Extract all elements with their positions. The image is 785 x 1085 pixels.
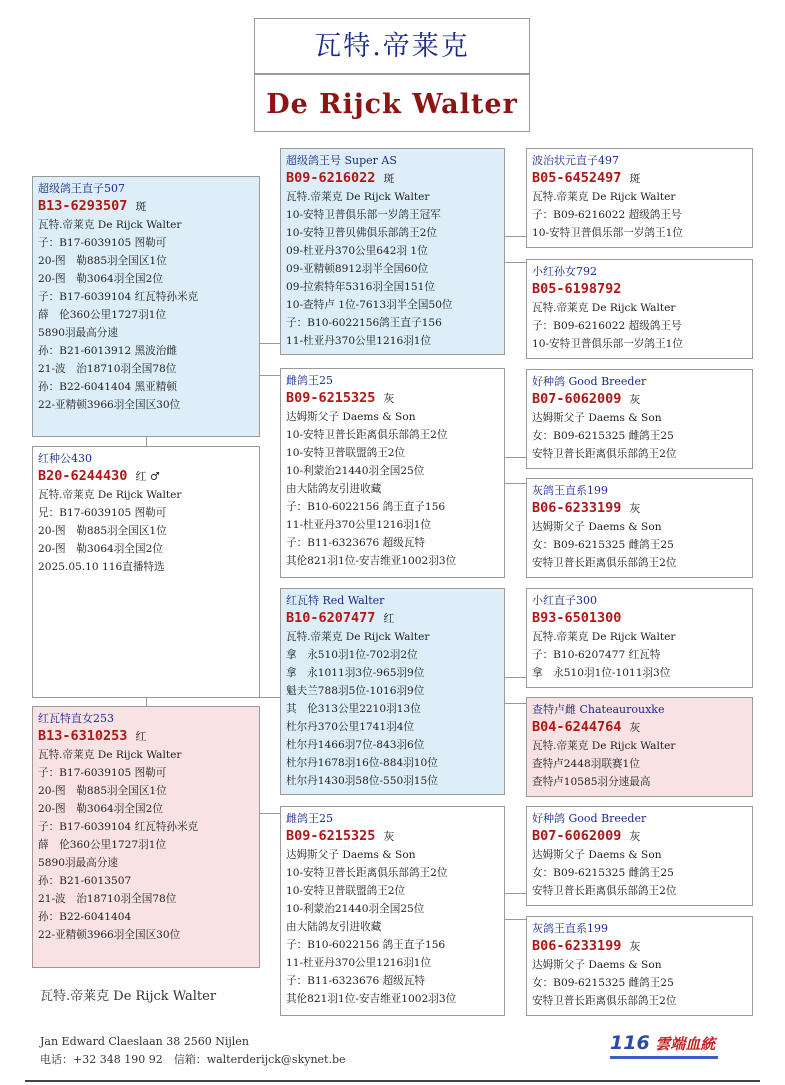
connector <box>505 919 526 920</box>
detail-line: 10-安特卫普俱乐部一岁鸽王1位 <box>532 227 683 239</box>
detail-line: 瓦特.帝莱克 De Rijck Walter <box>532 191 676 203</box>
bird-color: 灰 <box>629 502 641 515</box>
pedigree-box-ssd <box>526 259 753 359</box>
ring-number: B13-6310253 红 <box>38 728 147 744</box>
pedigree-box-subject <box>32 446 260 698</box>
detail-line: 子：B17-6039104 红瓦特孙米克 <box>38 821 199 833</box>
bird-name: 红种公430 <box>38 452 92 465</box>
bird-color: 红 ♂ <box>135 470 160 483</box>
detail-line: 其伦821羽1位-安吉维亚1002羽3位 <box>286 555 457 567</box>
pedigree-box-ddd <box>526 916 753 1016</box>
pedigree-box-sds <box>526 369 753 469</box>
detail-line: 查特卢2448羽联赛1位 <box>532 758 640 770</box>
detail-line: 瓦特.帝莱克 De Rijck Walter <box>286 631 430 643</box>
logo-text: 雲端血統 <box>655 1035 716 1053</box>
ring-number: B09-6215325 灰 <box>286 390 395 406</box>
ring-number: B20-6244430 红 ♂ <box>38 468 160 484</box>
header-english-title: De Rijck Walter <box>254 74 530 132</box>
detail-line: 10-安特卫普长距离俱乐部鸽王2位 <box>286 867 448 879</box>
contact-line: 电话：+32 348 190 92 信箱：walterderijck@skynet.be <box>40 1053 346 1066</box>
detail-line: 安特卫普长距离俱乐部鸽王2位 <box>532 995 677 1007</box>
detail-line: 杜尔丹1430羽58位-550羽15位 <box>286 775 438 787</box>
detail-line: 孙：B22-6041404 黑亚精顿 <box>38 381 177 393</box>
detail-line: 5890羽最高分速 <box>38 857 118 869</box>
bird-color: 斑 <box>135 200 147 213</box>
detail-line: 杜尔丹370公里1741羽4位 <box>286 721 415 733</box>
pedigree-box-dam-sire <box>280 588 505 795</box>
detail-line: 09-拉索特年5316羽全国151位 <box>286 281 435 293</box>
ring-number: B13-6293507 斑 <box>38 198 147 214</box>
detail-line: 子：B11-6323676 超级瓦特 <box>286 975 425 987</box>
pedigree-box-dam <box>32 706 260 968</box>
detail-line: 子：B09-6216022 超级鸽王号 <box>532 209 682 221</box>
bird-color: 灰 <box>629 393 641 406</box>
connector <box>505 893 526 894</box>
breeder-address <box>40 1033 346 1069</box>
ring-number: B04-6244764 灰 <box>532 719 641 735</box>
detail-line: 子：B17-6039105 图勒可 <box>38 237 167 249</box>
detail-line: 20-图 勒885羽全国区1位 <box>38 255 167 267</box>
detail-line: 女：B09-6215325 雌鸽王25 <box>532 539 674 551</box>
bird-name: 好种鸽 Good Breeder <box>532 375 647 388</box>
detail-line: 安特卫普长距离俱乐部鸽王2位 <box>532 885 677 897</box>
detail-line: 子：B10-6022156 鸽王直子156 <box>286 939 446 951</box>
bird-name: 查特卢雌 Chateaurouxke <box>532 703 665 716</box>
bird-color: 灰 <box>383 830 395 843</box>
breeder-name: 瓦特.帝莱克 De Rijck Walter <box>40 989 217 1004</box>
detail-line: 20-图 勒3064羽全国2位 <box>38 803 163 815</box>
ring-number: B07-6062009 灰 <box>532 828 641 844</box>
ring-number: B06-6233199 灰 <box>532 500 641 516</box>
detail-line: 达姆斯父子 Daems & Son <box>286 849 416 861</box>
detail-line: 11-杜亚丹370公里1216羽1位 <box>286 335 432 347</box>
bottom-rule <box>25 1080 760 1082</box>
detail-line: 瓦特.帝莱克 De Rijck Walter <box>38 489 182 501</box>
detail-line: 达姆斯父子 Daems & Son <box>286 411 416 423</box>
detail-line: 10-安特卫普贝佛俱乐部鸽王2位 <box>286 227 437 239</box>
detail-line: 10-利蒙治21440羽全国25位 <box>286 465 425 477</box>
detail-line: 20-图 勒3064羽全国2位 <box>38 273 163 285</box>
cloud-pedigree-logo <box>610 1032 715 1054</box>
detail-line: 09-杜亚丹370公里642羽 1位 <box>286 245 428 257</box>
detail-line: 22-亚精顿3966羽全国区30位 <box>38 399 181 411</box>
pedigree-box-sire-sire <box>280 148 505 355</box>
detail-line: 10-查特卢 1位-7613羽半全国50位 <box>286 299 453 311</box>
detail-line: 孙：B21-6013507 <box>38 875 132 887</box>
pedigree-box-dds <box>526 806 753 906</box>
detail-line: 瓦特.帝莱克 De Rijck Walter <box>286 191 430 203</box>
bird-color: 灰 <box>629 721 641 734</box>
detail-line: 达姆斯父子 Daems & Son <box>532 959 662 971</box>
pedigree-box-sire-dam <box>280 368 505 578</box>
bird-name: 超级鸽王号 Super AS <box>286 154 397 167</box>
bird-name: 小红孙女792 <box>532 265 597 278</box>
detail-line: 孙：B22-6041404 <box>38 911 132 923</box>
bird-color: 灰 <box>629 940 641 953</box>
detail-line: 子：B11-6323676 超级瓦特 <box>286 537 425 549</box>
connector <box>146 437 147 446</box>
detail-line: 其伦821羽1位-安吉维亚1002羽3位 <box>286 993 457 1005</box>
bird-name: 灰鸽王直系199 <box>532 922 608 935</box>
connector <box>505 483 526 484</box>
pedigree-box-sire <box>32 176 260 437</box>
bird-color: 灰 <box>629 830 641 843</box>
detail-line: 子：B10-6022156 鸽王直子156 <box>286 501 446 513</box>
detail-line: 拿 永510羽1位-1011羽3位 <box>532 667 671 679</box>
detail-line: 20-图 勒3064羽全国2位 <box>38 543 163 555</box>
detail-line: 女：B09-6215325 雌鸽王25 <box>532 430 674 442</box>
detail-line: 22-亚精顿3966羽全国区30位 <box>38 929 181 941</box>
connector <box>259 343 280 344</box>
detail-line: 兄：B17-6039105 图勒可 <box>38 507 167 519</box>
bird-color: 斑 <box>383 172 395 185</box>
pedigree-box-sss <box>526 148 753 248</box>
detail-line: 孙：B21-6013912 黑波治雌 <box>38 345 177 357</box>
detail-line: 薛 伦360公里1727羽1位 <box>38 309 167 321</box>
bird-name: 红瓦特 Red Walter <box>286 594 385 607</box>
address-line: Jan Edward Claeslaan 38 2560 Nijlen <box>40 1035 249 1048</box>
ring-number: B07-6062009 灰 <box>532 391 641 407</box>
detail-line: 由大陆鸽友引进收藏 <box>286 921 382 933</box>
detail-line: 查特卢10585羽分速最高 <box>532 776 651 788</box>
bird-color: 灰 <box>383 392 395 405</box>
logo-number: 116 <box>610 1032 650 1054</box>
detail-line: 20-图 勒885羽全国区1位 <box>38 525 167 537</box>
detail-line: 10-安特卫普长距离俱乐部鸽王2位 <box>286 429 448 441</box>
detail-line: 达姆斯父子 Daems & Son <box>532 521 662 533</box>
connector <box>259 697 280 698</box>
detail-line: 21-波 治18710羽全国78位 <box>38 363 177 375</box>
detail-line: 20-图 勒885羽全国区1位 <box>38 785 167 797</box>
bird-name: 超级鸽王直子507 <box>38 182 125 195</box>
detail-line: 瓦特.帝莱克 De Rijck Walter <box>532 302 676 314</box>
detail-line: 杜尔丹1466羽7位-843羽6位 <box>286 739 425 751</box>
connector <box>505 236 526 237</box>
detail-line: 子：B17-6039104 红瓦特孙米克 <box>38 291 199 303</box>
connector <box>259 375 280 376</box>
detail-line: 子：B17-6039105 图勒可 <box>38 767 167 779</box>
detail-line: 子：B09-6216022 超级鸽王号 <box>532 320 682 332</box>
ring-number: B05-6198792 <box>532 281 622 297</box>
connector <box>505 677 526 678</box>
detail-line: 10-安特卫普俱乐部一岁鸽王1位 <box>532 338 683 350</box>
ring-number: B93-6501300 <box>532 610 622 626</box>
detail-line: 安特卫普长距离俱乐部鸽王2位 <box>532 448 677 460</box>
detail-line: 杜尔丹1678羽16位-884羽10位 <box>286 757 438 769</box>
header-chinese-title: 瓦特.帝莱克 <box>254 18 530 74</box>
detail-line: 10-利蒙治21440羽全国25位 <box>286 903 425 915</box>
detail-line: 瓦特.帝莱克 De Rijck Walter <box>532 631 676 643</box>
ring-number: B09-6215325 灰 <box>286 828 395 844</box>
connector <box>505 262 526 263</box>
detail-line: 魁夫兰788羽5位-1016羽9位 <box>286 685 425 697</box>
detail-line: 瓦特.帝莱克 De Rijck Walter <box>38 219 182 231</box>
bird-color: 斑 <box>629 172 641 185</box>
detail-line: 其 伦313公里2210羽13位 <box>286 703 421 715</box>
detail-line: 11-杜亚丹370公里1216羽1位 <box>286 957 432 969</box>
detail-line: 子：B10-6207477 红瓦特 <box>532 649 661 661</box>
detail-line: 薛 伦360公里1727羽1位 <box>38 839 167 851</box>
detail-line: 达姆斯父子 Daems & Son <box>532 849 662 861</box>
detail-line: 11-杜亚丹370公里1216羽1位 <box>286 519 432 531</box>
bird-name: 红瓦特直女253 <box>38 712 114 725</box>
detail-line: 10-安特卫普联盟鸽王2位 <box>286 885 406 897</box>
detail-line: 10-安特卫普俱乐部一岁鸽王冠军 <box>286 209 441 221</box>
detail-line: 拿 永510羽1位-702羽2位 <box>286 649 418 661</box>
detail-line: 09-亚精顿8912羽半全国60位 <box>286 263 429 275</box>
detail-line: 10-安特卫普联盟鸽王2位 <box>286 447 406 459</box>
detail-line: 达姆斯父子 Daems & Son <box>532 412 662 424</box>
detail-line: 拿 永1011羽3位-965羽9位 <box>286 667 425 679</box>
logo-underline <box>610 1056 718 1059</box>
bird-name: 好种鸽 Good Breeder <box>532 812 647 825</box>
detail-line: 由大陆鸽友引进收藏 <box>286 483 382 495</box>
connector <box>505 457 526 458</box>
detail-line: 瓦特.帝莱克 De Rijck Walter <box>38 749 182 761</box>
detail-line: 安特卫普长距离俱乐部鸽王2位 <box>532 557 677 569</box>
ring-number: B10-6207477 红 <box>286 610 395 626</box>
detail-line: 瓦特.帝莱克 De Rijck Walter <box>532 740 676 752</box>
ring-number: B09-6216022 斑 <box>286 170 395 186</box>
bird-name: 小红直子300 <box>532 594 597 607</box>
connector <box>505 703 526 704</box>
detail-line: 2025.05.10 116直播特选 <box>38 561 165 573</box>
bird-color: 红 <box>383 612 395 625</box>
connector <box>146 698 147 706</box>
pedigree-box-sdd <box>526 478 753 578</box>
detail-line: 女：B09-6215325 雌鸽王25 <box>532 867 674 879</box>
ring-number: B05-6452497 斑 <box>532 170 641 186</box>
bird-name: 灰鸽王直系199 <box>532 484 608 497</box>
bird-color: 红 <box>135 730 147 743</box>
pedigree-box-dam-dam <box>280 806 505 1016</box>
bird-name: 雌鸽王25 <box>286 812 333 825</box>
pedigree-box-dss <box>526 588 753 688</box>
connector <box>259 813 280 814</box>
detail-line: 女：B09-6215325 雌鸽王25 <box>532 977 674 989</box>
detail-line: 5890羽最高分速 <box>38 327 118 339</box>
detail-line: 子：B10-6022156鸽王直子156 <box>286 317 442 329</box>
pedigree-box-dsd <box>526 697 753 797</box>
detail-line: 21-波 治18710羽全国78位 <box>38 893 177 905</box>
bird-name: 雌鸽王25 <box>286 374 333 387</box>
bird-name: 波治状元直子497 <box>532 154 619 167</box>
ring-number: B06-6233199 灰 <box>532 938 641 954</box>
